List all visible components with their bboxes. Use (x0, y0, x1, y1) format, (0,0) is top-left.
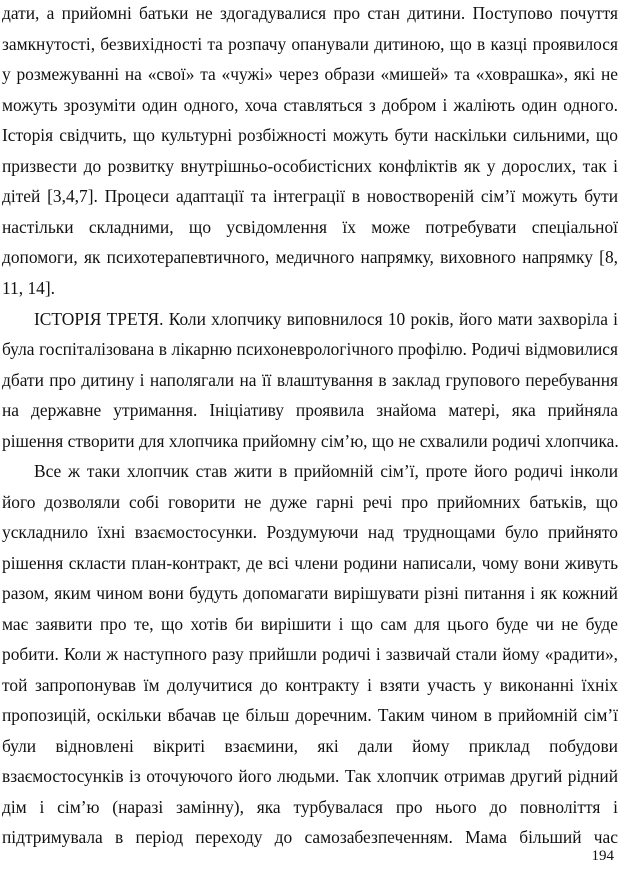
text-line: ІСТОРІЯ ТРЕТЯ. Коли хлопчику виповнилося 10 років, його мати захворіла і (34, 309, 618, 329)
text-line: була госпіталізована в лікарню психоневрологічного профілю. Родичі відмовилися (2, 339, 618, 359)
text-line: замкнутості, безвихідності та розпачу опанували дитиною, що в казці проявилося (2, 34, 618, 54)
page-number: 194 (591, 848, 614, 864)
text-line: його дозволяли собі говорити не дуже гарні речі про прийомних батьків, що (2, 492, 618, 512)
text-line: можуть зрозуміти один одного, хоча ставляться з добром і жаліють один одного. (2, 95, 618, 115)
text-line: рішення скласти план-контракт, де всі члени родини написали, чому вони живуть (2, 553, 618, 573)
text-line: призвести до розвитку внутрішньо-особистісних конфліктів як у дорослих, так і (2, 156, 618, 176)
text-line: у розмежуванні на «свої» та «чужі» через образи «мишей» та «ховрашка», які не (2, 64, 618, 84)
text-line: взаємостосунків із оточуючого його людьми. Так хлопчик отримав другий рідний (2, 766, 618, 786)
text-line: Все ж таки хлопчик став жити в прийомній сім’ї, проте його родичі інколи (34, 461, 618, 481)
text-line: дбати про дитину і наполягали на її влаштування в заклад групового перебування (2, 370, 618, 390)
text-line: має заявити про те, що хотів би вирішити і що сам для цього буде чи не буде (2, 614, 618, 634)
text-line: той запропонував їм долучитися до контракту і взяти участь у виконанні їхніх (2, 675, 618, 695)
text-line: дати, а прийомні батьки не здогадувалися про стан дитини. Поступово почуття (2, 3, 618, 23)
text-line: підтримувала в період переходу до самозабезпеченням. Мама більший час (2, 827, 618, 847)
text-line: дім і сім’ю (наразі замінну), яка турбувалася про нього до повноліття і (2, 797, 618, 817)
text-line: допомоги, як психотерапевтичного, медичного напрямку, виховного напрямку [8, (2, 247, 618, 267)
text-line: Історія свідчить, що культурні розбіжності можуть бути наскільки сильними, що (2, 125, 618, 145)
text-line: робити. Коли ж наступного разу прийшли родичі і зазвичай стали йому «радити», (2, 644, 618, 664)
text-line: разом, яким чином вони будуть допомагати вирішувати різні питання і як кожний (2, 583, 618, 603)
text-line: пропозицій, оскільки вбачав це більш доречним. Таким чином в прийомній сім’ї (2, 705, 618, 725)
text-line: на державне утримання. Ініціативу проявила знайома матері, яка прийняла (2, 400, 618, 420)
text-line: були відновлені вікриті взаємини, які дали йому приклад побудови (2, 736, 618, 756)
text-line: 11, 14]. (2, 278, 55, 298)
text-line: рішення створити для хлопчика прийомну сім’ю, що не схвалили родичі хлопчика. (2, 431, 619, 451)
text-line: ускладнило їхні взаємостосунки. Роздумуючи над труднощами було прийнято (2, 522, 618, 542)
text-line: дітей [3,4,7]. Процеси адаптації та інтеграції в новоствореній сім’ї можуть бути (2, 186, 618, 206)
text-line: настільки складними, що усвідомлення їх може потребувати спеціальної (2, 217, 618, 237)
